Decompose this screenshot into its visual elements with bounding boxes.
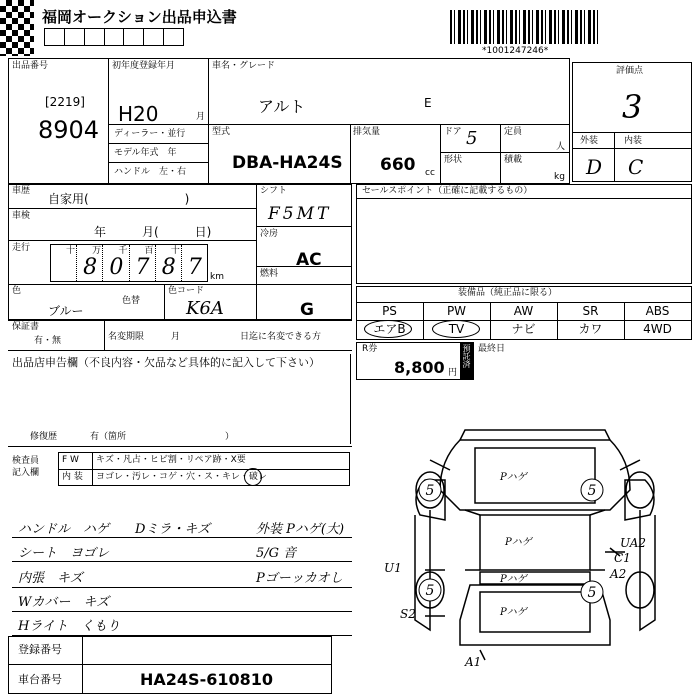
recycle-value: 8,800 — [394, 358, 445, 377]
dealer-label: ディーラー・並行 — [114, 129, 186, 139]
name-change-label: 名変期限 月 — [108, 332, 181, 342]
interior-score: C — [628, 155, 644, 179]
diagram-mark: 5 — [587, 585, 597, 601]
color-code-label: 色コード — [168, 286, 205, 296]
diagram-label: Pハゲ — [500, 574, 527, 585]
first-reg-label: 初年度登録年月 — [112, 61, 176, 71]
repair-value: 有（箇所 ） — [90, 432, 235, 442]
first-reg-year: H20 — [118, 102, 159, 126]
equip-pw: PW — [446, 304, 467, 318]
mileage-digit: 7 — [135, 255, 150, 280]
hand-note: シート ヨゴレ — [18, 546, 110, 561]
interior-label: 内装 — [624, 136, 643, 146]
displacement-unit: cc — [425, 168, 435, 178]
diagram-label: Pハゲ — [500, 472, 527, 483]
hand-note: 内張 キズ — [18, 571, 83, 586]
chassis-label: 車台番号 — [18, 673, 62, 686]
load-unit: kg — [554, 172, 565, 182]
doors-value: 5 — [466, 128, 478, 149]
capacity-unit: 人 — [556, 142, 566, 152]
form-title: 福岡オークション出品申込書 — [42, 8, 237, 26]
equip-4wd: 4WD — [643, 322, 672, 336]
model-year-label: モデル年式 年 — [114, 148, 177, 158]
recycle-unit: 円 — [448, 368, 458, 378]
ac-value: AC — [296, 250, 322, 270]
car-grade: E — [424, 96, 432, 110]
diagram-mark: 5 — [587, 483, 597, 499]
model-label: 型式 — [212, 127, 231, 137]
inspector-row2-text: ヨゴレ・汚レ・コゲ・穴・ス・キレ・破レ — [96, 472, 267, 482]
lot-bracket: [2219] — [45, 95, 85, 109]
recycle-label: R券 — [362, 344, 378, 354]
equip-leather: カワ — [578, 322, 603, 336]
equip-ps: PS — [382, 304, 397, 318]
lot-label: 出品番号 — [12, 61, 49, 71]
fuel-value: G — [300, 300, 314, 320]
car-diagram — [370, 420, 690, 690]
diagram-label: C1 — [614, 551, 631, 565]
diagram-label: A1 — [465, 655, 482, 669]
inspection-label: 車検 — [12, 211, 31, 221]
exterior-label: 外装 — [580, 136, 599, 146]
equip-abs: ABS — [645, 304, 670, 318]
hand-note: ハンドル ハゲ Dミラ・キズ — [18, 522, 211, 537]
capacity-label: 定員 — [504, 127, 523, 137]
barcode — [450, 10, 600, 44]
inspector-row1-head: F W — [62, 455, 79, 465]
handle-label: ハンドル 左・右 — [114, 167, 187, 177]
mileage-digit: 0 — [109, 255, 124, 280]
equip-tv: TV — [448, 322, 465, 336]
inspector-row1-text: キズ・凡占・ヒビ割・リペア跡・X要 — [96, 455, 246, 465]
car-name: アルト — [258, 97, 306, 116]
inspector-row2-head: 内 装 — [62, 472, 83, 482]
displacement-label: 排気量 — [353, 127, 381, 137]
notes-label: 出品店申告欄（不良内容・欠品など具体的に記入して下さい） — [12, 356, 320, 369]
month-unit: 月 — [196, 112, 206, 122]
usage-type-label: 車歴 — [12, 186, 31, 196]
title-boxes — [44, 28, 184, 46]
diagram-label: Pハゲ — [505, 537, 532, 548]
shift-value: F5MT — [268, 204, 332, 224]
inspection-value: 年 月( 日) — [94, 225, 212, 239]
lot-number: 8904 — [38, 116, 100, 144]
usage-type-value: 自家用( ) — [48, 192, 190, 206]
mileage-unit: km — [210, 272, 224, 282]
barcode-number: *1001247246* — [482, 46, 549, 56]
equip-navi: ナビ — [511, 322, 536, 336]
right-note: Pゴーッカオし — [256, 571, 343, 586]
displacement-value: 660 — [380, 155, 416, 175]
shape-label: 形状 — [444, 155, 463, 165]
sales-point-label: セールスポイント（正確に記載するもの） — [362, 186, 533, 196]
inspector-label-2: 記入欄 — [12, 468, 40, 478]
color-label: 色 — [12, 286, 22, 296]
diagram-mark: 5 — [425, 583, 435, 599]
right-note: 外装 Pハゲ(大) — [256, 522, 345, 537]
mileage-label: 走行 — [12, 243, 31, 253]
warranty-value: 有・無 — [34, 336, 62, 346]
diagram-label: A2 — [610, 567, 627, 581]
exterior-score: D — [586, 155, 603, 179]
checker-flag-logo — [0, 0, 34, 56]
model-code: DBA-HA24S — [232, 153, 343, 173]
name-change-note: 日迄に名変できる方 — [240, 332, 322, 342]
mileage-digit: 7 — [187, 255, 202, 280]
mileage-digit: 8 — [83, 255, 98, 280]
ac-label: 冷房 — [260, 229, 279, 239]
color-code: K6A — [186, 298, 224, 319]
score-value: 3 — [622, 88, 643, 126]
equip-aw: AW — [513, 304, 534, 318]
mileage-digit: 8 — [161, 255, 176, 280]
diagram-mark: 5 — [425, 483, 435, 499]
deposit-label: 預託済 — [462, 344, 471, 368]
hand-note: Hライト くもり — [18, 619, 120, 634]
recycle-other-label: 最終日 — [478, 344, 506, 354]
hand-note: Wカバー キズ — [18, 595, 110, 610]
diagram-label: U1 — [384, 561, 402, 575]
color-value: ブルー — [48, 304, 84, 318]
color-change-label: 色替 — [122, 296, 141, 306]
chassis-value: HA24S-610810 — [140, 670, 273, 689]
inspector-label-1: 検査員 — [12, 456, 40, 466]
inspector-circle-mark — [244, 468, 262, 486]
equip-selected-mark — [364, 320, 412, 338]
score-label: 評価点 — [616, 66, 644, 76]
doors-label: ドア — [444, 127, 462, 137]
warranty-label: 保証書 — [12, 322, 40, 332]
equip-selected-mark — [432, 320, 480, 338]
repair-label: 修復歴 — [30, 432, 58, 442]
equip-airbag: エアB — [373, 322, 406, 336]
fuel-label: 燃料 — [260, 269, 279, 279]
equip-sr: SR — [582, 304, 599, 318]
diagram-label: Pハゲ — [500, 607, 527, 618]
reg-no-label: 登録番号 — [18, 643, 62, 656]
mileage-meter: 十 万 8 千 0 百 7 十 8 7 — [50, 244, 208, 282]
equipment-label: 装備品（純正品に限る） — [458, 288, 558, 298]
load-label: 積載 — [504, 155, 523, 165]
diagram-label: S2 — [400, 607, 416, 621]
right-note: 5/G 音 — [256, 546, 297, 561]
shift-label: シフト — [260, 186, 288, 196]
car-name-label: 車名・グレード — [212, 61, 276, 71]
sales-point-box — [356, 184, 692, 284]
diagram-label: UA2 — [620, 536, 647, 550]
